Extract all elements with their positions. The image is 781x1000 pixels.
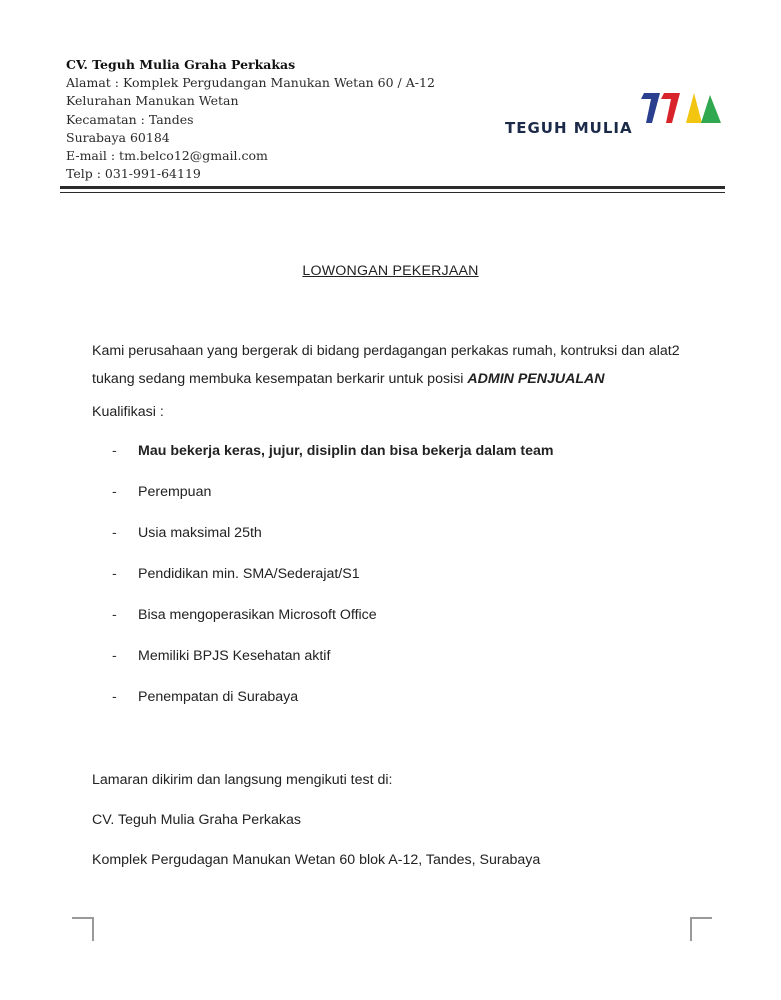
bullet-dash: - xyxy=(112,484,117,500)
company-address: Alamat : Komplek Pergudangan Manukan Wetan 60 / A-12 xyxy=(66,75,435,91)
logo-mark-icon xyxy=(638,93,723,123)
bullet-dash: - xyxy=(112,648,117,664)
company-city: Surabaya 60184 xyxy=(66,129,170,145)
qualification-text: Usia maksimal 25th xyxy=(138,525,262,541)
qualification-text: Penempatan di Surabaya xyxy=(138,689,299,705)
apply-company: CV. Teguh Mulia Graha Perkakas xyxy=(92,812,301,828)
company-logo xyxy=(505,93,720,139)
qualification-text: Perempuan xyxy=(138,484,212,500)
qualification-text: Bisa mengoperasikan Microsoft Office xyxy=(138,607,377,623)
logo-stripe-yellow xyxy=(686,93,702,123)
application-info xyxy=(92,770,540,890)
bullet-dash: - xyxy=(112,607,117,623)
company-kecamatan: Kecamatan : Tandes xyxy=(66,111,194,127)
apply-address: Komplek Pergudagan Manukan Wetan 60 blok A-12, Tandes, Surabaya xyxy=(92,852,541,868)
header-divider-thick xyxy=(60,186,725,189)
bullet-dash: - xyxy=(112,566,117,582)
bullet-dash: - xyxy=(112,443,117,459)
qualifications-heading: Kualifikasi : xyxy=(92,404,164,420)
company-kelurahan: Kelurahan Manukan Wetan xyxy=(66,93,239,109)
qualification-text: Mau bekerja keras, jujur, disiplin dan bisa bekerja dalam team xyxy=(138,443,554,459)
header-divider-thin xyxy=(60,192,725,193)
page-corner-mark-left xyxy=(72,917,94,941)
qualification-text: Memiliki BPJS Kesehatan aktif xyxy=(138,648,331,664)
document-title xyxy=(0,263,781,279)
intro-paragraph xyxy=(92,337,702,393)
company-email: E-mail : tm.belco12@gmail.com xyxy=(66,148,268,164)
company-name: CV. Teguh Mulia Graha Perkakas xyxy=(66,57,296,72)
apply-note: Lamaran dikirim dan langsung mengikuti test di: xyxy=(92,772,393,788)
qualification-text: Pendidikan min. SMA/Sederajat/S1 xyxy=(138,566,360,582)
letterhead xyxy=(66,56,486,183)
bullet-dash: - xyxy=(112,689,117,705)
job-position: ADMIN PENJUALAN xyxy=(467,371,605,387)
bullet-dash: - xyxy=(112,525,117,541)
page-corner-mark-right xyxy=(690,917,712,941)
logo-stripe-green xyxy=(701,95,721,123)
logo-stripe-blue xyxy=(641,93,660,123)
intro-text: Kami perusahaan yang bergerak di bidang perdagangan perkakas rumah, kontruksi dan alat2 tukang sedang membuka kesempatan berkarir untuk posisi xyxy=(92,343,680,387)
logo-text: TEGUH MULIA xyxy=(505,119,633,137)
document-title-text: LOWONGAN PEKERJAAN xyxy=(302,263,479,279)
logo-stripe-red xyxy=(661,93,680,123)
company-phone: Telp : 031-991-64119 xyxy=(66,166,201,182)
